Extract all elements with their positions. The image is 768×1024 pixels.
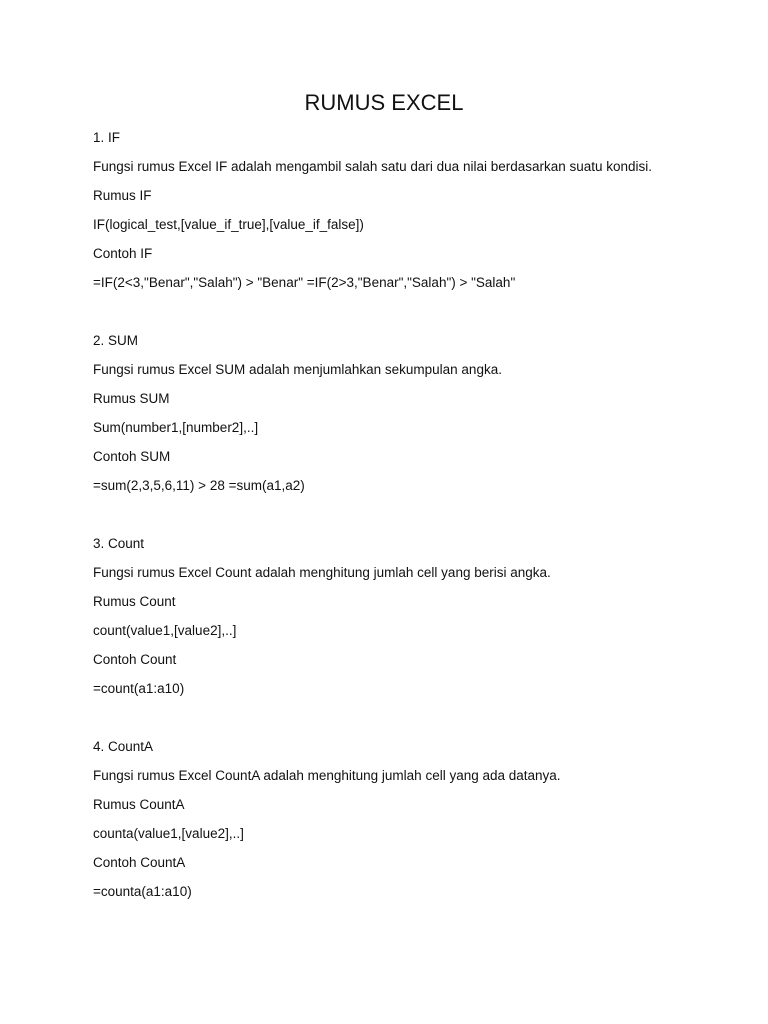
section-heading-if: 1. IF <box>93 130 121 145</box>
section-description-sum: Fungsi rumus Excel SUM adalah menjumlahkan sekumpulan angka. <box>93 362 502 377</box>
section-heading-counta: 4. CountA <box>93 739 154 754</box>
example-label-counta: Contoh CountA <box>93 855 186 870</box>
document-title: RUMUS EXCEL <box>304 90 464 115</box>
formula-label-counta: Rumus CountA <box>93 797 185 812</box>
example-formula-sum: =sum(2,3,5,6,11) > 28 =sum(a1,a2) <box>93 478 305 493</box>
formula-label-count: Rumus Count <box>93 594 176 609</box>
section-heading-sum: 2. SUM <box>93 333 139 348</box>
formula-syntax-if: IF(logical_test,[value_if_true],[value_if_false]) <box>93 217 364 232</box>
example-formula-counta: =counta(a1:a10) <box>93 884 192 899</box>
example-label-sum: Contoh SUM <box>93 449 171 464</box>
formula-syntax-sum: Sum(number1,[number2],..] <box>93 420 259 435</box>
formula-syntax-counta: counta(value1,[value2],..] <box>93 826 244 841</box>
example-label-count: Contoh Count <box>93 652 177 667</box>
section-description-count: Fungsi rumus Excel Count adalah menghitung jumlah cell yang berisi angka. <box>93 565 551 580</box>
example-label-if: Contoh IF <box>93 246 153 261</box>
example-formula-count: =count(a1:a10) <box>93 681 185 696</box>
example-formula-if: =IF(2<3,"Benar","Salah") > "Benar" =IF(2>3,"Benar","Salah") > "Salah" <box>93 275 516 290</box>
section-description-counta: Fungsi rumus Excel CountA adalah menghitung jumlah cell yang ada datanya. <box>93 768 561 783</box>
formula-label-if: Rumus IF <box>93 188 152 203</box>
section-description-if: Fungsi rumus Excel IF adalah mengambil salah satu dari dua nilai berdasarkan suatu kondisi. <box>93 159 653 174</box>
formula-label-sum: Rumus SUM <box>93 391 170 406</box>
section-heading-count: 3. Count <box>93 536 145 551</box>
formula-syntax-count: count(value1,[value2],..] <box>93 623 237 638</box>
